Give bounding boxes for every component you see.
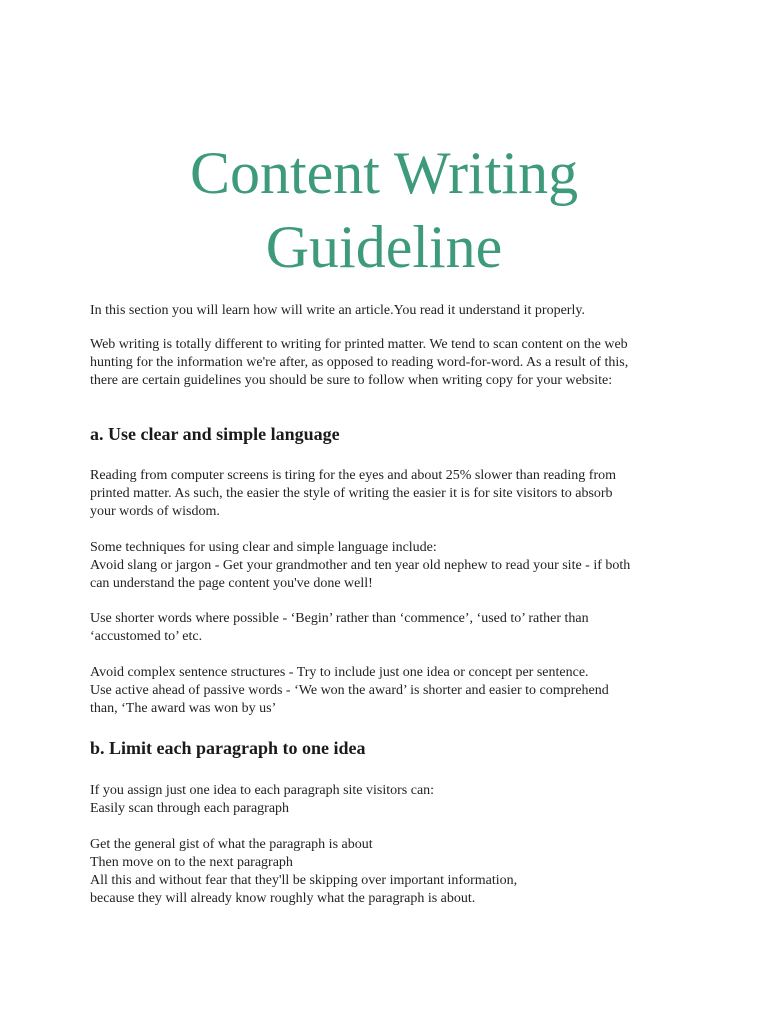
section-a-p4-line-1: Avoid complex sentence structures - Try to include just one idea or concept per sentence. <box>90 665 589 680</box>
section-a-p2-line-3: can understand the page content you've done well! <box>90 576 373 591</box>
section-a-p4-line-3: than, ‘The award was won by us’ <box>90 701 277 716</box>
section-b-p2-line-1: Get the general gist of what the paragraph is about <box>90 837 373 852</box>
document-title <box>0 136 768 284</box>
section-a-p2-line-1: Some techniques for using clear and simple language include: <box>90 540 437 555</box>
web-writing-line-3: there are certain guidelines you should be sure to follow when writing copy for your website: <box>90 373 613 388</box>
section-a-p1-line-1: Reading from computer screens is tiring for the eyes and about 25% slower than reading from <box>90 468 617 483</box>
section-b-p2-line-3: All this and without fear that they'll be skipping over important information, <box>90 873 518 888</box>
section-a-paragraph-2 <box>90 539 690 593</box>
section-b-p2-line-4: because they will already know roughly what the paragraph is about. <box>90 891 476 906</box>
section-b-paragraph-1 <box>90 782 690 818</box>
intro-paragraph: In this section you will learn how will write an article.You read it understand it properly. <box>90 303 585 318</box>
web-writing-line-2: hunting for the information we're after, as opposed to reading word-for-word. As a result of this, <box>90 355 629 370</box>
section-a-p2-line-2: Avoid slang or jargon - Get your grandmother and ten year old nephew to read your site - if both <box>90 558 631 573</box>
web-writing-line-1: Web writing is totally different to writing for printed matter. We tend to scan content on the web <box>90 337 628 352</box>
section-b-paragraph-2 <box>90 836 690 908</box>
title-line-1: Content Writing <box>189 140 579 207</box>
section-a-paragraph-1 <box>90 467 690 521</box>
section-b-p2-line-2: Then move on to the next paragraph <box>90 855 293 870</box>
section-b-p1-line-1: If you assign just one idea to each paragraph site visitors can: <box>90 783 435 798</box>
section-a-p1-line-2: printed matter. As such, the easier the style of writing the easier it is for site visitors to absorb <box>90 486 613 501</box>
section-a-p3-line-2: ‘accustomed to’ etc. <box>90 629 203 644</box>
web-writing-paragraph <box>90 336 690 390</box>
section-a-p3-line-1: Use shorter words where possible - ‘Begin’ rather than ‘commence’, ‘used to’ rather than <box>90 611 589 626</box>
section-a-p4-line-2: Use active ahead of passive words - ‘We won the award’ is shorter and easier to comprehend <box>90 683 609 698</box>
section-a-paragraph-4 <box>90 664 690 718</box>
section-b-heading: b. Limit each paragraph to one idea <box>90 738 366 758</box>
section-b-p1-line-2: Easily scan through each paragraph <box>90 801 290 816</box>
section-a-heading: a. Use clear and simple language <box>90 424 340 444</box>
section-a-p1-line-3: your words of wisdom. <box>90 504 220 519</box>
title-line-2: Guideline <box>265 214 503 281</box>
section-a-paragraph-3 <box>90 610 690 646</box>
